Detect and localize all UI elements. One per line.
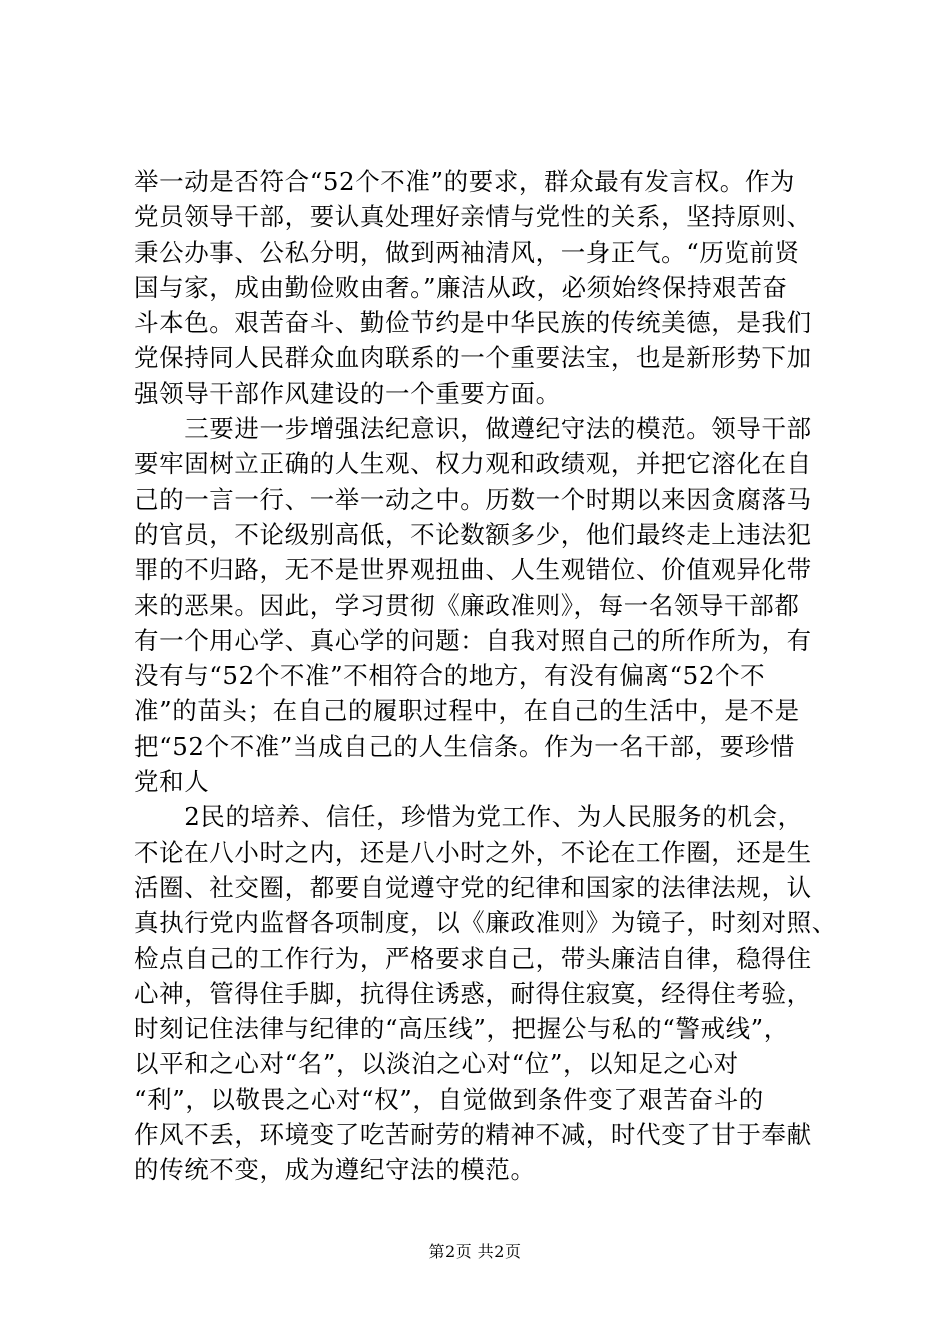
paragraph-start-line: 三要进一步增强法纪意识，做遵纪守法的模范。领导干部 [134,414,812,444]
text-line: 来的恶果。因此，学习贯彻《廉政准则》，每一名领导干部都 [134,590,800,620]
text-line: 举一动是否符合“52个不准”的要求，群众最有发言权。作为 [134,167,796,196]
text-line: 不论在八小时之内，还是八小时之外，不论在工作圈，还是生 [134,837,812,867]
text-line: 罪的不归路，无不是世界观扭曲、人生观错位、价值观异化带 [134,555,812,585]
text-line: 作风不丢，环境变了吃苦耐劳的精神不减，时代变了甘于奉献 [134,1120,812,1150]
text-line: 没有与“52个不准”不相符合的地方，有没有偏离“52个不 [134,661,766,691]
text-line: 的官员，不论级别高低，不论数额多少，他们最终走上违法犯 [134,519,812,549]
text-line: 的传统不变，成为遵纪守法的模范。 [134,1155,536,1185]
text-line: “利”，以敬畏之心对“权”，自觉做到条件变了艰苦奋斗的 [134,1084,764,1114]
text-line: 有一个用心学、真心学的问题：自我对照自己的所作所为，有 [134,625,812,655]
text-line: 国与家，成由勤俭败由奢。”廉洁从政，必须始终保持艰苦奋 [134,272,788,302]
text-line: 心神，管得住手脚，抗得住诱惑，耐得住寂寞，经得住考验， [134,978,812,1008]
body-text [134,164,837,1188]
text-line: 斗本色。艰苦奋斗、勤俭节约是中华民族的传统美德，是我们 [134,308,812,338]
text-line: 准”的苗头；在自己的履职过程中，在自己的生活中，是不是 [134,696,800,726]
page-number: 第2页 共2页 [428,1242,522,1261]
text-line: 真执行党内监督各项制度，以《廉政准则》为镜子，时刻对照、 [134,908,837,938]
text-line: 活圈、社交圈，都要自觉遵守党的纪律和国家的法律法规，认 [134,872,812,902]
page-footer [0,1240,950,1264]
text-line: 党保持同人民群众血肉联系的一个重要法宝，也是新形势下加 [134,343,812,373]
paragraph-start-line: 2民的培养、信任，珍惜为党工作、为人民服务的机会， [134,802,803,832]
text-line: 己的一言一行、一举一动之中。历数一个时期以来因贪腐落马 [134,484,812,514]
text-line: 检点自己的工作行为，严格要求自己，带头廉洁自律，稳得住 [134,943,812,973]
text-line: 以平和之心对“名”，以淡泊之心对“位”，以知足之心对 [134,1049,739,1079]
text-line: 要牢固树立正确的人生观、权力观和政绩观，并把它溶化在自 [134,449,812,479]
text-line: 党员领导干部，要认真处理好亲情与党性的关系，坚持原则、 [134,202,812,232]
text-line: 强领导干部作风建设的一个重要方面。 [134,378,561,408]
text-line: 党和人 [134,767,210,797]
text-line: 秉公办事、公私分明，做到两袖清风，一身正气。“历览前贤 [134,237,800,267]
text-line: 时刻记住法律与纪律的“高压线”，把握公与私的“警戒线”， [134,1014,789,1044]
text-line: 把“52个不准”当成自己的人生信条。作为一名干部，要珍惜 [134,731,796,761]
